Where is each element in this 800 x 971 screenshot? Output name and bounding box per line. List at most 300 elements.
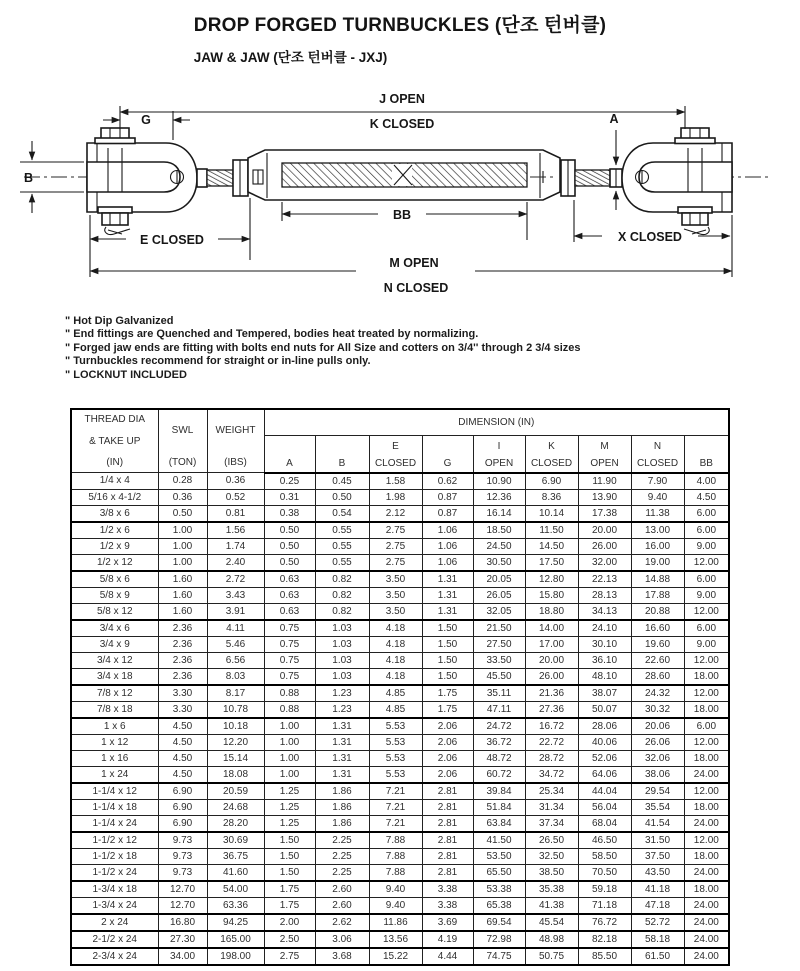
value-cell: 15.22 <box>369 948 422 965</box>
value-cell: 2.60 <box>315 897 369 914</box>
dim-label-g: G <box>141 113 151 127</box>
value-cell: 4.85 <box>369 701 422 718</box>
turnbuckle-diagram <box>20 80 780 300</box>
value-cell: 45.54 <box>525 914 578 931</box>
value-cell: 1.31 <box>315 734 369 750</box>
value-cell: 1.86 <box>315 799 369 815</box>
value-cell: 38.06 <box>631 766 684 783</box>
value-cell: 58.18 <box>631 931 684 948</box>
table-header <box>71 409 729 473</box>
value-cell: 7.88 <box>369 864 422 881</box>
value-cell: 2.25 <box>315 832 369 849</box>
value-cell: 0.54 <box>315 505 369 522</box>
value-cell: 48.72 <box>473 750 525 766</box>
note-line: " Turnbuckles recommend for straight or in-line pulls only. <box>65 355 371 368</box>
value-cell: 0.75 <box>264 652 315 668</box>
header-sub-col <box>264 436 315 473</box>
value-cell: 7.88 <box>369 832 422 849</box>
value-cell: 9.73 <box>158 832 207 849</box>
value-cell: 48.10 <box>578 668 631 685</box>
value-cell: 3.50 <box>369 571 422 588</box>
value-cell: 71.18 <box>578 897 631 914</box>
value-cell: 27.50 <box>473 636 525 652</box>
value-cell: 16.14 <box>473 505 525 522</box>
size-cell: 3/4 x 12 <box>71 652 158 668</box>
value-cell: 25.34 <box>525 783 578 800</box>
value-cell: 3.68 <box>315 948 369 965</box>
size-cell: 1 x 16 <box>71 750 158 766</box>
value-cell: 5.53 <box>369 750 422 766</box>
table-row <box>71 848 729 864</box>
value-cell: 2.40 <box>207 554 264 571</box>
size-cell: 3/8 x 6 <box>71 505 158 522</box>
value-cell: 4.18 <box>369 652 422 668</box>
value-cell: 4.50 <box>158 734 207 750</box>
value-cell: 2.75 <box>264 948 315 965</box>
value-cell: 19.60 <box>631 636 684 652</box>
value-cell: 1.50 <box>422 636 473 652</box>
table-row <box>71 554 729 571</box>
value-cell: 1.03 <box>315 668 369 685</box>
value-cell: 2.06 <box>422 766 473 783</box>
table-row <box>71 505 729 522</box>
value-cell: 40.06 <box>578 734 631 750</box>
value-cell: 18.00 <box>684 799 729 815</box>
value-cell: 12.70 <box>158 897 207 914</box>
value-cell: 1.50 <box>264 864 315 881</box>
value-cell: 12.00 <box>684 832 729 849</box>
value-cell: 7.21 <box>369 799 422 815</box>
value-cell: 12.70 <box>158 881 207 898</box>
value-cell: 19.00 <box>631 554 684 571</box>
size-cell: 1/2 x 12 <box>71 554 158 571</box>
size-cell: 7/8 x 18 <box>71 701 158 718</box>
table-row <box>71 522 729 539</box>
value-cell: 4.85 <box>369 685 422 702</box>
value-cell: 0.63 <box>264 603 315 620</box>
value-cell: 14.88 <box>631 571 684 588</box>
value-cell: 0.55 <box>315 554 369 571</box>
value-cell: 3.50 <box>369 587 422 603</box>
value-cell: 11.90 <box>578 473 631 490</box>
value-cell: 41.60 <box>207 864 264 881</box>
value-cell: 5.53 <box>369 734 422 750</box>
size-cell: 1-3/4 x 18 <box>71 881 158 898</box>
value-cell: 36.75 <box>207 848 264 864</box>
size-cell: 1-1/2 x 24 <box>71 864 158 881</box>
value-cell: 3.06 <box>315 931 369 948</box>
value-cell: 28.13 <box>578 587 631 603</box>
header-line <box>685 438 729 455</box>
value-cell: 35.38 <box>525 881 578 898</box>
value-cell: 27.36 <box>525 701 578 718</box>
value-cell: 39.84 <box>473 783 525 800</box>
table-row <box>71 815 729 832</box>
size-cell: 1 x 12 <box>71 734 158 750</box>
table-row <box>71 587 729 603</box>
dim-label-k-closed: K CLOSED <box>369 117 435 131</box>
value-cell: 3.91 <box>207 603 264 620</box>
value-cell: 4.18 <box>369 620 422 637</box>
value-cell: 2.81 <box>422 848 473 864</box>
left-jaw <box>87 128 248 235</box>
value-cell: 43.50 <box>631 864 684 881</box>
value-cell: 26.06 <box>631 734 684 750</box>
size-cell: 3/4 x 9 <box>71 636 158 652</box>
value-cell: 18.00 <box>684 668 729 685</box>
table-row <box>71 799 729 815</box>
header-line: CLOSED <box>530 457 573 469</box>
value-cell: 4.50 <box>684 489 729 505</box>
value-cell: 34.13 <box>578 603 631 620</box>
table-row <box>71 668 729 685</box>
value-cell: 0.81 <box>207 505 264 522</box>
table-body <box>71 473 729 965</box>
value-cell: 1.00 <box>158 554 207 571</box>
table-row <box>71 948 729 965</box>
value-cell: 1.31 <box>422 571 473 588</box>
value-cell: 1.74 <box>207 538 264 554</box>
value-cell: 0.50 <box>264 538 315 554</box>
value-cell: 24.00 <box>684 931 729 948</box>
dim-label-m-open: M OPEN <box>389 256 439 270</box>
size-cell: 5/8 x 9 <box>71 587 158 603</box>
value-cell: 22.72 <box>525 734 578 750</box>
value-cell: 53.38 <box>473 881 525 898</box>
value-cell: 63.84 <box>473 815 525 832</box>
header-line: A <box>286 457 293 469</box>
value-cell: 0.50 <box>264 554 315 571</box>
value-cell: 7.90 <box>631 473 684 490</box>
header-line: (IN) <box>106 457 124 469</box>
value-cell: 3.50 <box>369 603 422 620</box>
size-cell: 2-3/4 x 24 <box>71 948 158 965</box>
value-cell: 20.59 <box>207 783 264 800</box>
value-cell: 0.36 <box>207 473 264 490</box>
value-cell: 4.18 <box>369 668 422 685</box>
value-cell: 165.00 <box>207 931 264 948</box>
value-cell: 7.21 <box>369 815 422 832</box>
value-cell: 3.69 <box>422 914 473 931</box>
table-row <box>71 538 729 554</box>
value-cell: 15.80 <box>525 587 578 603</box>
value-cell: 0.75 <box>264 636 315 652</box>
value-cell: 16.72 <box>525 718 578 735</box>
value-cell: 16.60 <box>631 620 684 637</box>
value-cell: 85.50 <box>578 948 631 965</box>
value-cell: 2.75 <box>369 554 422 571</box>
value-cell: 14.50 <box>525 538 578 554</box>
value-cell: 18.00 <box>684 848 729 864</box>
value-cell: 2.06 <box>422 718 473 735</box>
value-cell: 68.04 <box>578 815 631 832</box>
value-cell: 0.82 <box>315 603 369 620</box>
value-cell: 2.00 <box>264 914 315 931</box>
table-row <box>71 603 729 620</box>
value-cell: 1.75 <box>422 685 473 702</box>
value-cell: 6.90 <box>158 815 207 832</box>
header-line: B <box>338 457 346 469</box>
header-line: WEIGHT <box>215 425 256 437</box>
value-cell: 2.06 <box>422 750 473 766</box>
value-cell: 24.50 <box>473 538 525 554</box>
value-cell: 3.43 <box>207 587 264 603</box>
size-cell: 2 x 24 <box>71 914 158 931</box>
table-row <box>71 864 729 881</box>
page-subtitle: JAW & JAW (단조 턴버클 - JXJ) <box>193 50 388 65</box>
value-cell: 3.38 <box>422 881 473 898</box>
value-cell: 6.90 <box>158 783 207 800</box>
header-dimension: DIMENSION (IN) <box>264 409 729 436</box>
value-cell: 9.00 <box>684 587 729 603</box>
value-cell: 74.75 <box>473 948 525 965</box>
value-cell: 10.78 <box>207 701 264 718</box>
value-cell: 4.50 <box>158 718 207 735</box>
header-sub-col <box>578 436 631 473</box>
value-cell: 35.54 <box>631 799 684 815</box>
value-cell: 1.00 <box>158 522 207 539</box>
value-cell: 17.50 <box>525 554 578 571</box>
size-cell: 5/16 x 4-1/2 <box>71 489 158 505</box>
value-cell: 13.00 <box>631 522 684 539</box>
value-cell: 6.90 <box>525 473 578 490</box>
value-cell: 0.62 <box>422 473 473 490</box>
value-cell: 1.25 <box>264 799 315 815</box>
value-cell: 1.50 <box>422 652 473 668</box>
table-row <box>71 701 729 718</box>
note-line: " LOCKNUT INCLUDED <box>65 368 187 381</box>
value-cell: 21.36 <box>525 685 578 702</box>
value-cell: 18.00 <box>684 701 729 718</box>
turnbuckle-body <box>248 150 575 200</box>
value-cell: 21.50 <box>473 620 525 637</box>
value-cell: 61.50 <box>631 948 684 965</box>
value-cell: 11.38 <box>631 505 684 522</box>
size-cell: 1-1/2 x 18 <box>71 848 158 864</box>
size-cell: 1/2 x 9 <box>71 538 158 554</box>
value-cell: 4.50 <box>158 750 207 766</box>
value-cell: 47.11 <box>473 701 525 718</box>
size-cell: 7/8 x 12 <box>71 685 158 702</box>
value-cell: 1.31 <box>315 766 369 783</box>
header-line: OPEN <box>484 457 514 469</box>
value-cell: 44.04 <box>578 783 631 800</box>
page-title: DROP FORGED TURNBUCKLES (단조 턴버클) <box>193 15 607 36</box>
value-cell: 30.69 <box>207 832 264 849</box>
value-cell: 36.10 <box>578 652 631 668</box>
value-cell: 6.00 <box>684 571 729 588</box>
size-cell: 3/4 x 18 <box>71 668 158 685</box>
value-cell: 46.50 <box>578 832 631 849</box>
header-line: CLOSED <box>636 457 679 469</box>
table-row <box>71 489 729 505</box>
value-cell: 0.63 <box>264 587 315 603</box>
value-cell: 47.18 <box>631 897 684 914</box>
header-sub-col <box>315 436 369 473</box>
value-cell: 2.81 <box>422 783 473 800</box>
value-cell: 18.80 <box>525 603 578 620</box>
header-sub-col <box>525 436 578 473</box>
size-cell: 3/4 x 6 <box>71 620 158 637</box>
header-swl <box>158 409 207 473</box>
value-cell: 35.11 <box>473 685 525 702</box>
value-cell: 2.25 <box>315 848 369 864</box>
value-cell: 28.20 <box>207 815 264 832</box>
header-line: I <box>497 440 501 452</box>
dimensions-table <box>70 408 730 966</box>
value-cell: 5.46 <box>207 636 264 652</box>
value-cell: 1.60 <box>158 603 207 620</box>
value-cell: 26.00 <box>525 668 578 685</box>
value-cell: 2.81 <box>422 815 473 832</box>
value-cell: 1.00 <box>264 766 315 783</box>
value-cell: 0.63 <box>264 571 315 588</box>
value-cell: 33.50 <box>473 652 525 668</box>
value-cell: 1.06 <box>422 538 473 554</box>
value-cell: 37.50 <box>631 848 684 864</box>
value-cell: 2.36 <box>158 636 207 652</box>
value-cell: 0.87 <box>422 489 473 505</box>
value-cell: 10.14 <box>525 505 578 522</box>
catalog-page <box>0 10 800 966</box>
table-row <box>71 473 729 490</box>
value-cell: 6.00 <box>684 505 729 522</box>
value-cell: 3.30 <box>158 701 207 718</box>
value-cell: 82.18 <box>578 931 631 948</box>
dim-label-n-closed: N CLOSED <box>383 281 449 295</box>
value-cell: 1.56 <box>207 522 264 539</box>
value-cell: 16.80 <box>158 914 207 931</box>
header-sub-col <box>473 436 525 473</box>
doc-header <box>194 10 606 66</box>
value-cell: 72.98 <box>473 931 525 948</box>
value-cell: 38.50 <box>525 864 578 881</box>
value-cell: 1.03 <box>315 652 369 668</box>
value-cell: 4.18 <box>369 636 422 652</box>
value-cell: 0.75 <box>264 620 315 637</box>
header-line <box>316 438 369 455</box>
header-line: N <box>653 440 662 452</box>
header-thread-dia <box>71 409 158 473</box>
value-cell: 24.00 <box>684 897 729 914</box>
value-cell: 4.11 <box>207 620 264 637</box>
dim-label-j-open: J OPEN <box>379 92 425 106</box>
value-cell: 1.86 <box>315 783 369 800</box>
value-cell: 36.72 <box>473 734 525 750</box>
value-cell: 0.87 <box>422 505 473 522</box>
value-cell: 9.40 <box>631 489 684 505</box>
table-row <box>71 652 729 668</box>
value-cell: 15.14 <box>207 750 264 766</box>
value-cell: 45.50 <box>473 668 525 685</box>
value-cell: 5.53 <box>369 766 422 783</box>
value-cell: 9.73 <box>158 864 207 881</box>
value-cell: 2.75 <box>369 522 422 539</box>
size-cell: 1-3/4 x 24 <box>71 897 158 914</box>
value-cell: 41.38 <box>525 897 578 914</box>
table-row <box>71 766 729 783</box>
value-cell: 28.72 <box>525 750 578 766</box>
table-row <box>71 931 729 948</box>
value-cell: 41.50 <box>473 832 525 849</box>
value-cell: 12.00 <box>684 603 729 620</box>
value-cell: 1.31 <box>422 587 473 603</box>
value-cell: 0.31 <box>264 489 315 505</box>
value-cell: 10.18 <box>207 718 264 735</box>
value-cell: 8.17 <box>207 685 264 702</box>
value-cell: 9.73 <box>158 848 207 864</box>
value-cell: 2.25 <box>315 864 369 881</box>
size-cell: 1/2 x 6 <box>71 522 158 539</box>
value-cell: 1.75 <box>264 897 315 914</box>
size-cell: 1-1/4 x 12 <box>71 783 158 800</box>
value-cell: 1.75 <box>422 701 473 718</box>
value-cell: 50.07 <box>578 701 631 718</box>
value-cell: 26.05 <box>473 587 525 603</box>
value-cell: 34.72 <box>525 766 578 783</box>
value-cell: 12.00 <box>684 554 729 571</box>
header-sub-col <box>684 436 729 473</box>
table-row <box>71 783 729 800</box>
header-sub-col <box>369 436 422 473</box>
cotter-pin <box>684 227 709 235</box>
value-cell: 58.50 <box>578 848 631 864</box>
header-line: (IBS) <box>224 457 247 469</box>
value-cell: 54.00 <box>207 881 264 898</box>
value-cell: 53.50 <box>473 848 525 864</box>
value-cell: 2.36 <box>158 668 207 685</box>
value-cell: 38.07 <box>578 685 631 702</box>
value-cell: 28.60 <box>631 668 684 685</box>
value-cell: 18.08 <box>207 766 264 783</box>
value-cell: 0.75 <box>264 668 315 685</box>
value-cell: 2.72 <box>207 571 264 588</box>
header-line: BB <box>699 457 713 469</box>
size-cell: 1-1/4 x 18 <box>71 799 158 815</box>
value-cell: 9.40 <box>369 897 422 914</box>
note-line: " Hot Dip Galvanized <box>65 315 174 327</box>
value-cell: 30.50 <box>473 554 525 571</box>
value-cell: 64.06 <box>578 766 631 783</box>
size-cell: 1-1/2 x 12 <box>71 832 158 849</box>
value-cell: 9.40 <box>369 881 422 898</box>
dim-label-bb: BB <box>392 208 412 222</box>
value-cell: 1.03 <box>315 636 369 652</box>
value-cell: 48.98 <box>525 931 578 948</box>
value-cell: 12.80 <box>525 571 578 588</box>
value-cell: 0.45 <box>315 473 369 490</box>
value-cell: 22.60 <box>631 652 684 668</box>
value-cell: 65.50 <box>473 864 525 881</box>
value-cell: 32.06 <box>631 750 684 766</box>
value-cell: 4.44 <box>422 948 473 965</box>
value-cell: 24.00 <box>684 815 729 832</box>
value-cell: 3.38 <box>422 897 473 914</box>
value-cell: 1.58 <box>369 473 422 490</box>
header-line: OPEN <box>590 457 619 469</box>
value-cell: 1.06 <box>422 554 473 571</box>
header-line: THREAD DIA <box>84 414 146 426</box>
value-cell: 0.55 <box>315 522 369 539</box>
value-cell: 0.50 <box>315 489 369 505</box>
table-row <box>71 636 729 652</box>
value-cell: 14.00 <box>525 620 578 637</box>
value-cell: 37.34 <box>525 815 578 832</box>
value-cell: 17.38 <box>578 505 631 522</box>
size-cell: 5/8 x 6 <box>71 571 158 588</box>
value-cell: 1.23 <box>315 685 369 702</box>
value-cell: 0.38 <box>264 505 315 522</box>
